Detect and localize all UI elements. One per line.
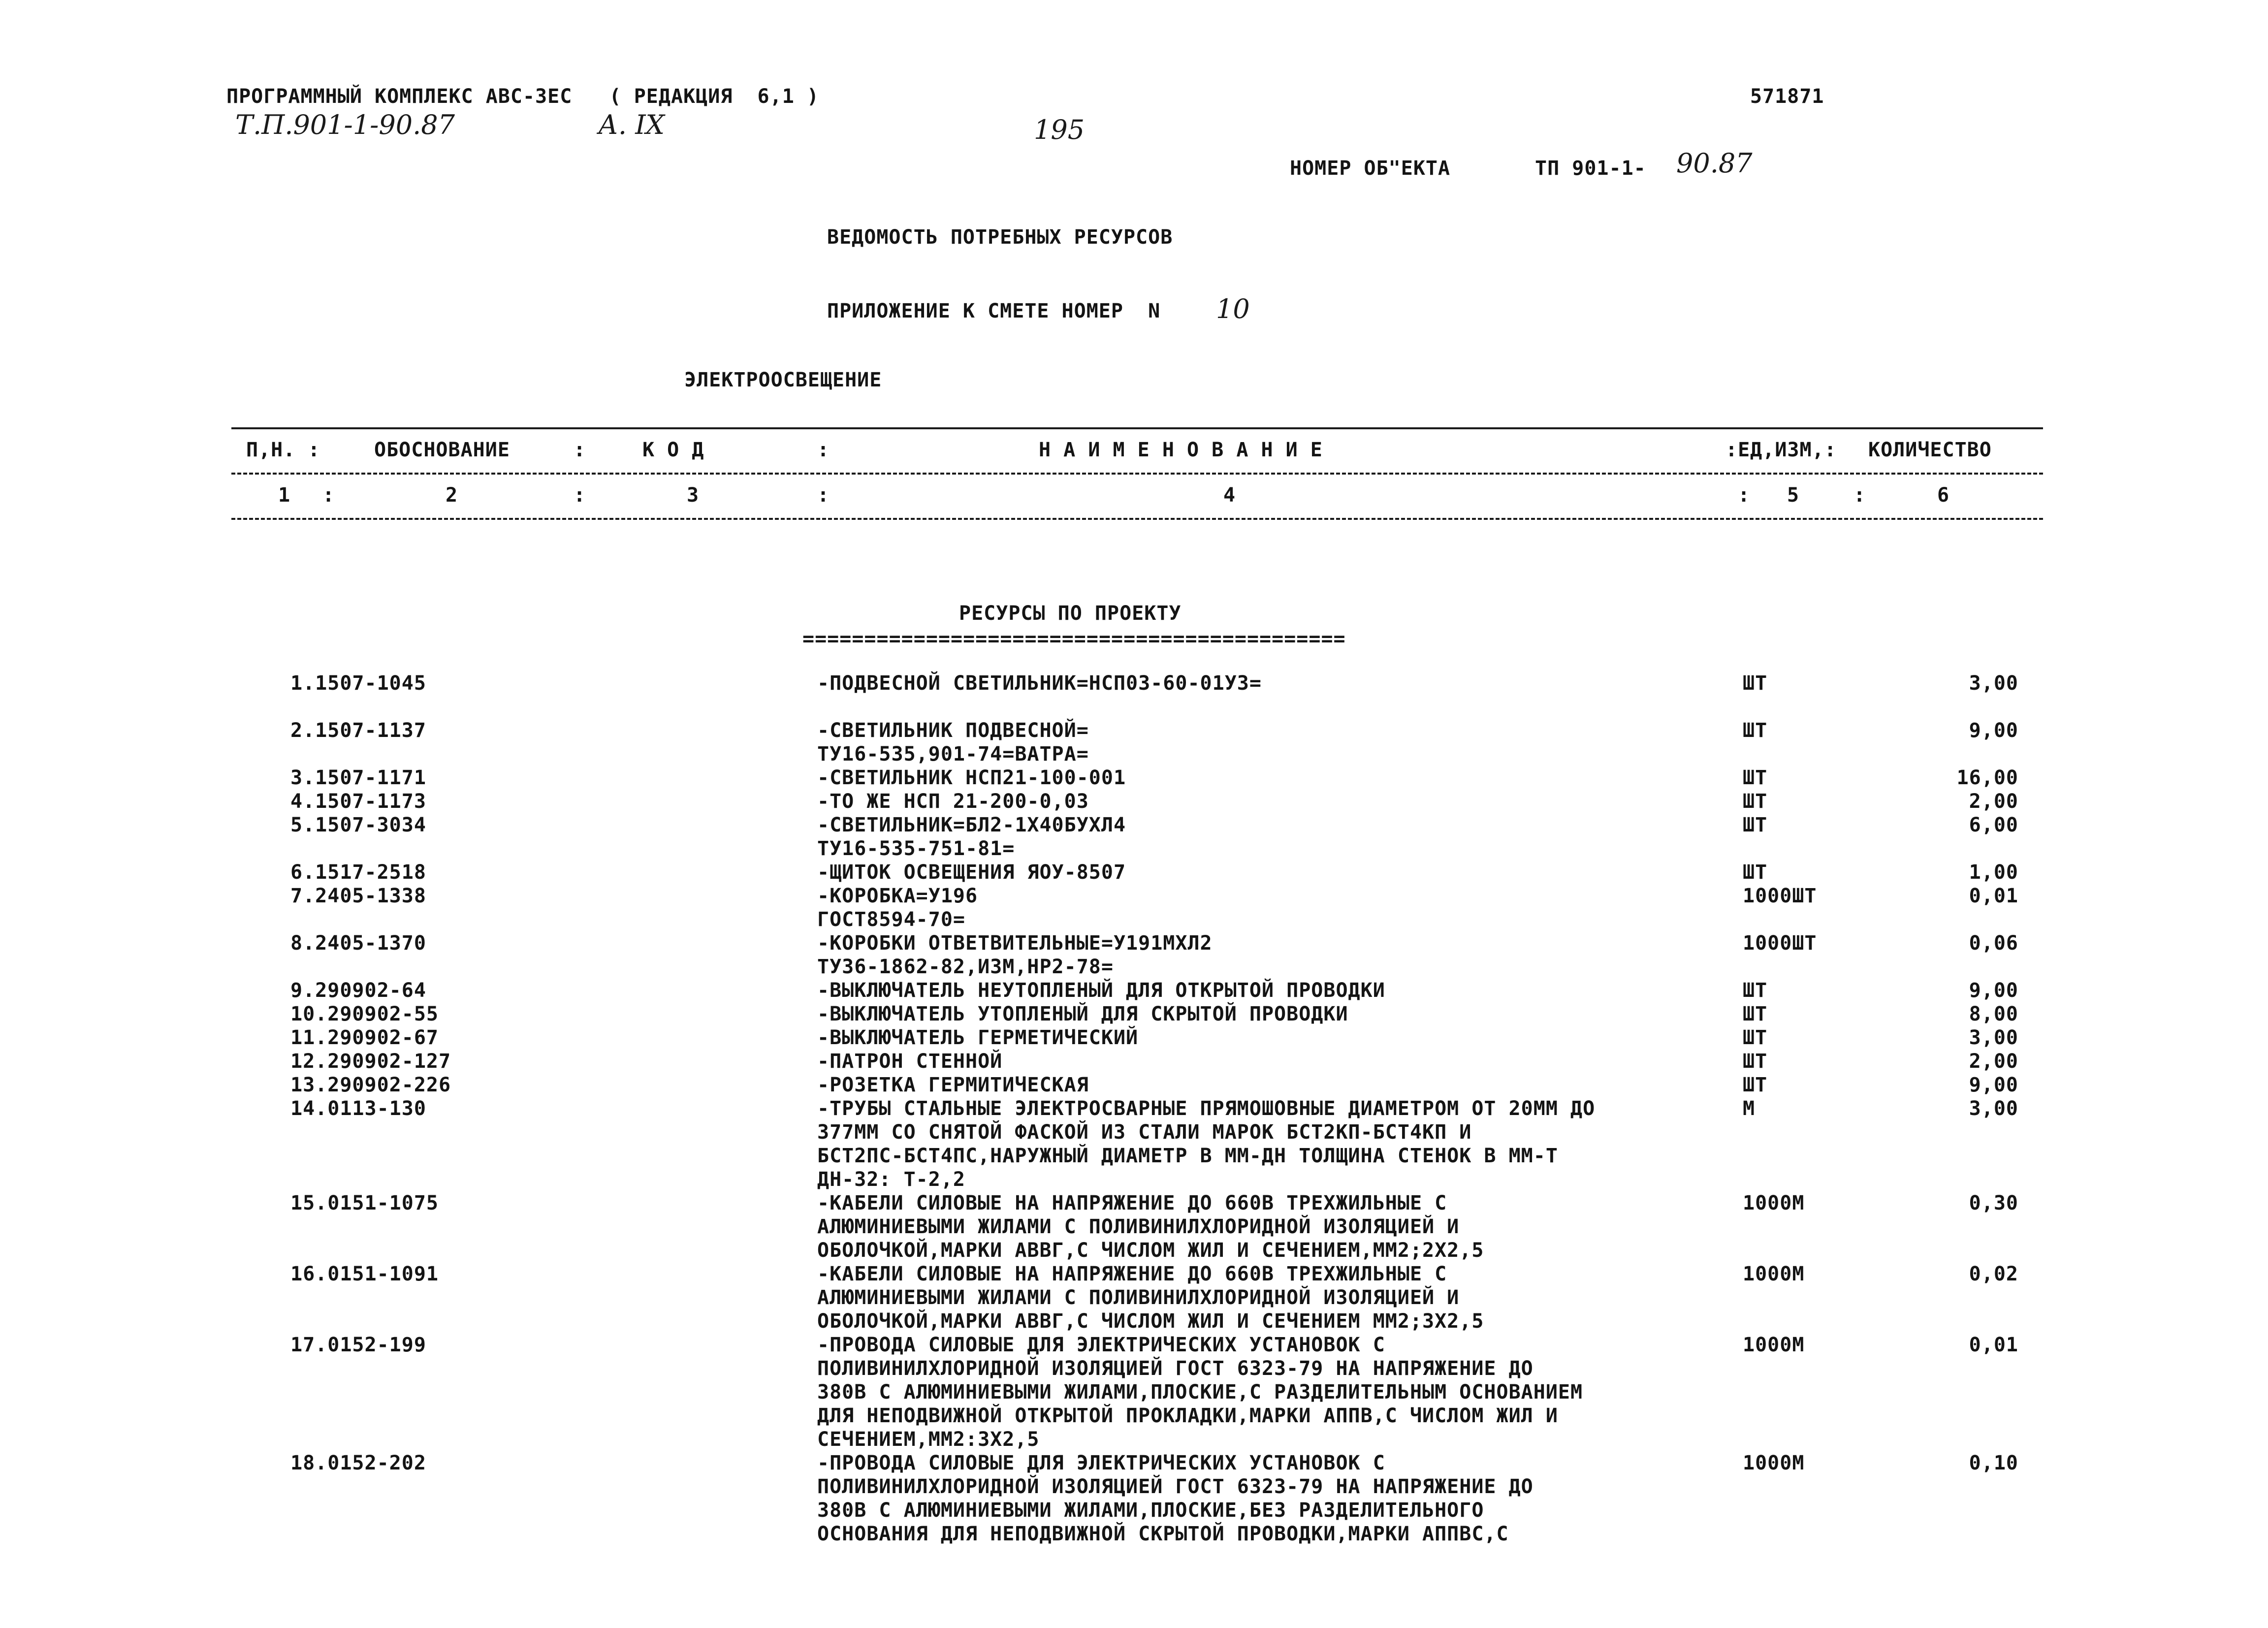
- col-number-sep: :: [817, 484, 830, 507]
- document-code-handwritten: Т.П.901-1-90.87: [235, 109, 455, 140]
- col-number-1: 1: [278, 484, 291, 507]
- item-quantity: 6,00: [1969, 814, 2018, 836]
- object-value-handwritten: 90.87: [1676, 148, 1753, 179]
- col-number-sep: :: [1853, 484, 1866, 507]
- item-name: -ВЫКЛЮЧАТЕЛЬ ГЕРМЕТИЧЕСКИЙ: [817, 1026, 1139, 1049]
- col-number-3: 3: [687, 484, 700, 507]
- item-unit: ШТ: [1743, 814, 1768, 836]
- item-code: 11.290902-67: [290, 1026, 439, 1049]
- item-name: -ПРОВОДА СИЛОВЫЕ ДЛЯ ЭЛЕКТРИЧЕСКИХ УСТАНОВОК С ПОЛИВИНИЛХЛОРИДНОЙ ИЗОЛЯЦИЕЙ ГОСТ 6323-79 НА НАПРЯЖЕНИЕ ДО 380В С АЛЮМИНИЕВЫМИ ЖИЛАМИ,ПЛОСКИЕ,БЕЗ РАЗДЕЛИТЕЛЬНОГО ОСНОВАНИЯ ДЛЯ НЕПОДВИЖНОЙ СКРЫТОЙ ПРОВОДКИ,МАРКИ АППВС,С: [817, 1452, 1533, 1545]
- item-name: -ВЫКЛЮЧАТЕЛЬ УТОПЛЕНЫЙ ДЛЯ СКРЫТОЙ ПРОВОДКИ: [817, 1003, 1348, 1025]
- sheet-id: 571871: [1750, 85, 1824, 108]
- col-number-5: 5: [1787, 484, 1800, 507]
- item-name: -СВЕТИЛЬНИК=БЛ2-1Х40БУХЛ4 ТУ16-535-751-81=: [817, 814, 1126, 860]
- table-top-rule: [231, 427, 2043, 429]
- item-name: -КОРОБКИ ОТВЕТВИТЕЛЬНЫЕ=У191МХЛ2 ТУ36-1862-82,ИЗМ,НР2-78=: [817, 932, 1213, 978]
- col-header-sep-2: :: [817, 439, 830, 461]
- item-unit: ШТ: [1743, 1074, 1768, 1096]
- item-quantity: 9,00: [1969, 979, 2018, 1002]
- item-code: 14.0113-130: [290, 1097, 426, 1120]
- item-name: -СВЕТИЛЬНИК НСП21-100-001: [817, 766, 1126, 789]
- item-code: 3.1507-1171: [290, 766, 426, 789]
- col-header-code: К О Д: [642, 439, 704, 461]
- item-quantity: 9,00: [1969, 719, 2018, 742]
- table-bottom-rule: [231, 518, 2043, 520]
- item-name: -РОЗЕТКА ГЕРМИТИЧЕСКАЯ: [817, 1074, 1089, 1096]
- col-number-2: 2: [446, 484, 458, 507]
- program-title: ПРОГРАММНЫЙ КОМПЛЕКС АВС-ЗЕС ( РЕДАКЦИЯ 6,1 ): [226, 85, 819, 108]
- item-unit: ШТ: [1743, 672, 1768, 695]
- resources-underline: ============================================: [802, 629, 1346, 649]
- item-unit: 1000М: [1743, 1452, 1805, 1474]
- item-quantity: 8,00: [1969, 1003, 2018, 1025]
- item-code: 17.0152-199: [290, 1334, 426, 1356]
- item-quantity: 0,01: [1969, 1334, 2018, 1356]
- section-title: ЭЛЕКТРООСВЕЩЕНИЕ: [684, 369, 882, 391]
- table-mid-rule: [231, 473, 2043, 475]
- item-name: -КОРОБКА=У196 ГОСТ8594-70=: [817, 885, 978, 931]
- col-header-unit: :ЕД,ИЗМ,:: [1725, 439, 1837, 461]
- item-unit: ШТ: [1743, 1026, 1768, 1049]
- item-unit: 1000М: [1743, 1334, 1805, 1356]
- item-unit: ШТ: [1743, 719, 1768, 742]
- item-unit: ШТ: [1743, 1050, 1768, 1073]
- item-unit: 1000М: [1743, 1263, 1805, 1285]
- page-number-handwritten: 195: [1034, 114, 1085, 145]
- item-quantity: 2,00: [1969, 1050, 2018, 1073]
- item-unit: ШТ: [1743, 766, 1768, 789]
- item-code: 12.290902-127: [290, 1050, 451, 1073]
- item-unit: 1000ШТ: [1743, 932, 1817, 955]
- col-header-qty: КОЛИЧЕСТВО: [1868, 439, 1992, 461]
- item-quantity: 0,06: [1969, 932, 2018, 955]
- item-name: -КАБЕЛИ СИЛОВЫЕ НА НАПРЯЖЕНИЕ ДО 660В ТРЕХЖИЛЬНЫЕ С АЛЮМИНИЕВЫМИ ЖИЛАМИ С ПОЛИВИНИЛХЛОРИДНОЙ ИЗОЛЯЦИЕЙ И ОБОЛОЧКОЙ,МАРКИ АВВГ,С ЧИСЛОМ ЖИЛ И СЕЧЕНИЕМ ММ2;3Х2,5: [817, 1263, 1484, 1333]
- item-quantity: 3,00: [1969, 1026, 2018, 1049]
- object-value: ТП 901-1-: [1535, 157, 1646, 180]
- item-code: 2.1507-1137: [290, 719, 426, 742]
- item-unit: ШТ: [1743, 861, 1768, 884]
- item-code: 8.2405-1370: [290, 932, 426, 955]
- item-quantity: 3,00: [1969, 1097, 2018, 1120]
- col-number-4: 4: [1223, 484, 1236, 507]
- col-header-name: Н А И М Е Н О В А Н И Е: [1039, 439, 1323, 461]
- item-code: 1.1507-1045: [290, 672, 426, 695]
- appendix-number-handwritten: 10: [1216, 293, 1250, 324]
- item-name: -КАБЕЛИ СИЛОВЫЕ НА НАПРЯЖЕНИЕ ДО 660В ТРЕХЖИЛЬНЫЕ С АЛЮМИНИЕВЫМИ ЖИЛАМИ С ПОЛИВИНИЛХЛОРИДНОЙ ИЗОЛЯЦИЕЙ И ОБОЛОЧКОЙ,МАРКИ АВВГ,С ЧИСЛОМ ЖИЛ И СЕЧЕНИЕМ,ММ2;2Х2,5: [817, 1192, 1484, 1262]
- appendix-title: ПРИЛОЖЕНИЕ К СМЕТЕ НОМЕР N: [827, 300, 1161, 322]
- item-unit: М: [1743, 1097, 1756, 1120]
- album-handwritten: А. IX: [598, 109, 665, 140]
- item-quantity: 0,30: [1969, 1192, 2018, 1214]
- item-code: 13.290902-226: [290, 1074, 451, 1096]
- item-code: 18.0152-202: [290, 1452, 426, 1474]
- item-code: 4.1507-1173: [290, 790, 426, 813]
- item-quantity: 9,00: [1969, 1074, 2018, 1096]
- item-name: -ПОДВЕСНОЙ СВЕТИЛЬНИК=НСП03-60-01У3=: [817, 672, 1262, 695]
- item-quantity: 0,01: [1969, 885, 2018, 907]
- item-unit: ШТ: [1743, 790, 1768, 813]
- item-name: -ПАТРОН СТЕННОЙ: [817, 1050, 1003, 1073]
- item-unit: ШТ: [1743, 1003, 1768, 1025]
- item-quantity: 3,00: [1969, 672, 2018, 695]
- item-code: 16.0151-1091: [290, 1263, 439, 1285]
- col-number-sep: :: [574, 484, 586, 507]
- col-number-6: 6: [1937, 484, 1950, 507]
- item-code: 10.290902-55: [290, 1003, 439, 1025]
- item-code: 9.290902-64: [290, 979, 426, 1002]
- item-code: 6.1517-2518: [290, 861, 426, 884]
- item-quantity: 2,00: [1969, 790, 2018, 813]
- col-header-pn: П,Н. :: [246, 439, 320, 461]
- object-label: НОМЕР ОБ"ЕКТА: [1290, 157, 1451, 180]
- item-name: -ТРУБЫ СТАЛЬНЫЕ ЭЛЕКТРОСВАРНЫЕ ПРЯМОШОВНЫЕ ДИАМЕТРОМ ОТ 20ММ ДО 377ММ СО СНЯТОЙ ФАСКОЙ ИЗ СТАЛИ МАРОК БСТ2КП-БСТ4КП И БСТ2ПС-БСТ4ПС,НАРУЖНЫЙ ДИАМЕТР В ММ-ДН ТОЛЩИНА СТЕНОК В ММ-Т ДН-32: Т-2,2: [817, 1097, 1596, 1191]
- item-unit: ШТ: [1743, 979, 1768, 1002]
- col-header-sep-1: :: [574, 439, 586, 461]
- item-code: 15.0151-1075: [290, 1192, 439, 1214]
- item-name: -ТО ЖЕ НСП 21-200-0,03: [817, 790, 1089, 813]
- item-quantity: 1,00: [1969, 861, 2018, 884]
- item-code: 5.1507-3034: [290, 814, 426, 836]
- col-header-basis: ОБОСНОВАНИЕ: [374, 439, 510, 461]
- col-number-sep: :: [322, 484, 335, 507]
- item-name: -ВЫКЛЮЧАТЕЛЬ НЕУТОПЛЕНЫЙ ДЛЯ ОТКРЫТОЙ ПРОВОДКИ: [817, 979, 1385, 1002]
- item-quantity: 0,10: [1969, 1452, 2018, 1474]
- item-quantity: 16,00: [1956, 766, 2018, 789]
- item-code: 7.2405-1338: [290, 885, 426, 907]
- item-unit: 1000ШТ: [1743, 885, 1817, 907]
- item-name: -СВЕТИЛЬНИК ПОДВЕСНОЙ= ТУ16-535,901-74=ВАТРА=: [817, 719, 1089, 766]
- resources-heading: РЕСУРСЫ ПО ПРОЕКТУ: [959, 602, 1182, 625]
- item-quantity: 0,02: [1969, 1263, 2018, 1285]
- document-title: ВЕДОМОСТЬ ПОТРЕБНЫХ РЕСУРСОВ: [827, 226, 1173, 249]
- item-name: -ЩИТОК ОСВЕЩЕНИЯ ЯОУ-8507: [817, 861, 1126, 884]
- item-name: -ПРОВОДА СИЛОВЫЕ ДЛЯ ЭЛЕКТРИЧЕСКИХ УСТАНОВОК С ПОЛИВИНИЛХЛОРИДНОЙ ИЗОЛЯЦИЕЙ ГОСТ 6323-79 НА НАПРЯЖЕНИЕ ДО 380В С АЛЮМИНИЕВЫМИ ЖИЛАМИ,ПЛОСКИЕ,С РАЗДЕЛИТЕЛЬНЫМ ОСНОВАНИЕМ ДЛЯ НЕПОДВИЖНОЙ ОТКРЫТОЙ ПРОКЛАДКИ,МАРКИ АППВ,С ЧИСЛОМ ЖИЛ И СЕЧЕНИЕМ,ММ2:3Х2,5: [817, 1334, 1583, 1451]
- col-number-sep: :: [1738, 484, 1751, 507]
- item-unit: 1000М: [1743, 1192, 1805, 1214]
